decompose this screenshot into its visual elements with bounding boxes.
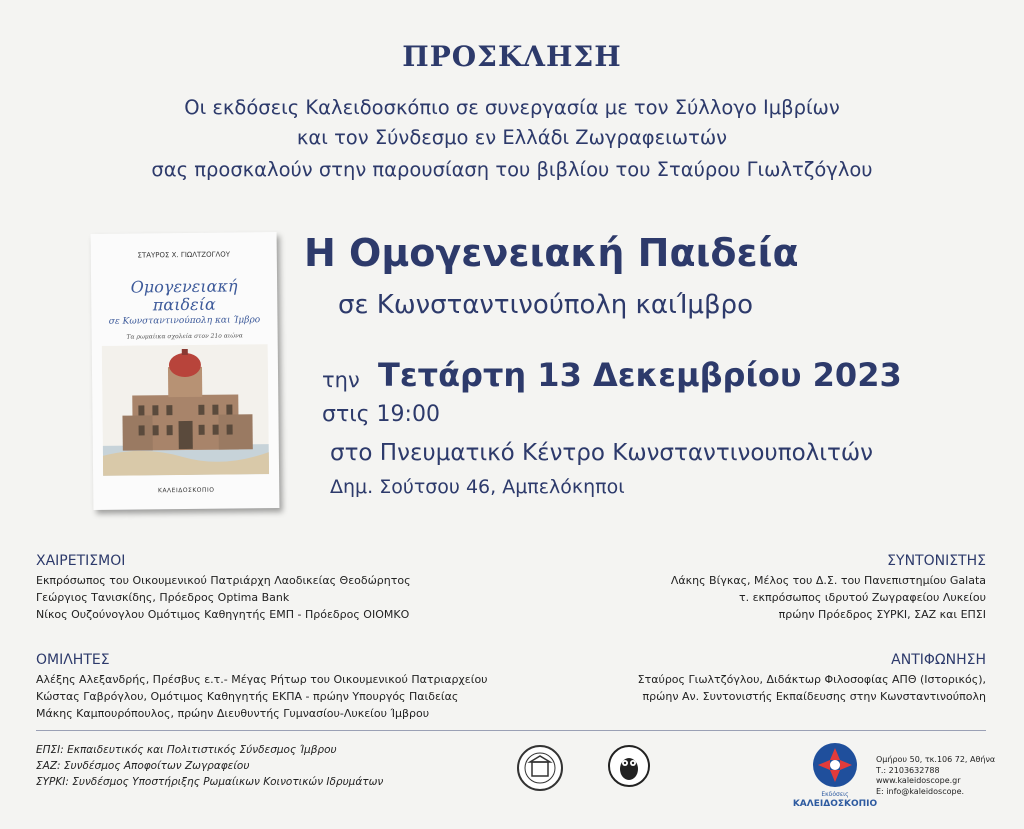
greetings-line: Νίκος Ουζούνογλου Ομότιμος Καθηγητής ΕΜΠ - Πρόεδρος ΟΙΟΜΚΟ <box>36 608 410 621</box>
school-building-illustration <box>102 344 269 476</box>
intro-line-2: και τον Σύνδεσμο εν Ελλάδι Ζωγραφειωτών <box>296 126 728 149</box>
speaker-line: Κώστας Γαβρόγλου, Ομότιμος Καθηγητής ΕΚΠΑ - πρώην Υπουργός Παιδείας <box>36 690 459 703</box>
intro-line-1: Οι εκδόσεις Καλειδοσκόπιο σε συνεργασία με τον Σύλλογο Ιμβρίων <box>184 96 840 119</box>
coordinator-line: πρώην Πρόεδρος ΣΥΡΚΙ, ΣΑΖ και ΕΠΣΙ <box>778 608 986 621</box>
abbreviation-line: ΣΑΖ: Συνδέσμος Αποφοίτων Ζωγραφείου <box>36 760 250 772</box>
greetings-line: Εκπρόσωπος του Οικουμενικού Πατριάρχη Λαοδικείας Θεοδώρητος <box>36 574 411 587</box>
event-title: Η Ομογενειακή Παιδεία <box>304 231 799 275</box>
book-subtitle-2: Τα ρωμαίικα σχολεία στον 21ο αιώνα <box>126 332 243 341</box>
contact-email: E: info@kaleidoscope. <box>876 786 965 796</box>
event-time: στις 19:00 <box>322 402 440 427</box>
coordinator-list <box>671 572 986 623</box>
intro-line-3: σας προσκαλούν στην παρουσίαση του βιβλίου του Σταύρου Γιωλτζόγλου <box>151 158 873 181</box>
event-subtitle: σε Κωνσταντινούπολη καιΊμβρο <box>338 290 753 320</box>
coordinator-line: Λάκης Βίγκας, Μέλος του Δ.Σ. του Πανεπιστημίου Galata <box>670 574 986 587</box>
publisher-contact <box>876 755 995 797</box>
event-address: Δημ. Σούτσου 46, Αμπελόκηποι <box>330 476 625 498</box>
association-seal-icon <box>516 744 564 792</box>
publisher-label-small: Εκδόσεις <box>821 791 849 798</box>
book-title-line-1: Ομογενειακή <box>130 276 238 297</box>
event-venue: στο Πνευματικό Κέντρο Κωνσταντινουπολιτών <box>330 440 873 466</box>
book-title-line-2: παιδεία <box>152 294 216 315</box>
greetings-line: Γεώργιος Τανισκίδης, Πρόεδρος Optima Bank <box>36 591 290 604</box>
contact-address: Ομήρου 50, τκ.106 72, Αθήνα <box>876 755 996 764</box>
greetings-heading: ΧΑΙΡΕΤΙΣΜΟΙ <box>36 553 126 569</box>
footer-divider <box>36 730 986 731</box>
publisher-label: ΚΑΛΕΙΔΟΣΚΟΠΙΟ <box>792 799 878 809</box>
kaleidoscope-logo-icon <box>810 740 860 790</box>
date-prefix: την <box>322 368 360 392</box>
response-line: Σταύρος Γιωλτζόγλου, Διδάκτωρ Φιλοσοφίας ΑΠΘ (Ιστορικός), <box>637 673 986 686</box>
coordinator-heading: ΣΥΝΤΟΝΙΣΤΗΣ <box>887 553 986 569</box>
owl-emblem-icon <box>607 744 651 788</box>
speaker-line: Αλέξης Αλεξανδρής, Πρέσβυς ε.τ.- Μέγας Ρήτωρ του Οικουμενικού Πατριαρχείου <box>36 673 488 686</box>
event-date: Τετάρτη 13 Δεκεμβρίου 2023 <box>378 356 902 394</box>
invitation-title: ΠΡΟΣΚΛΗΣΗ <box>402 40 622 73</box>
abbreviation-line: ΣΥΡΚΙ: Συνδέσμος Υποστήριξης Ρωμαίικων Κοινοτικών Ιδρυμάτων <box>36 776 384 788</box>
contact-website: www.kaleidoscope.gr <box>876 776 961 785</box>
response-list <box>638 671 986 705</box>
book-author: ΣΤΑΥΡΟΣ Χ. ΓΙΩΛΤΖΟΓΛΟΥ <box>137 250 231 260</box>
greetings-list <box>36 572 411 623</box>
abbreviations-list <box>36 742 383 790</box>
response-heading: ΑΝΤΙΦΩΝΗΣΗ <box>891 652 986 668</box>
speakers-list <box>36 671 488 722</box>
response-line: πρώην Αν. Συντονιστής Εκπαίδευσης στην Κωνσταντινούπολη <box>642 690 986 703</box>
book-publisher: ΚΑΛΕΙΔΟΣΚΟΠΙΟ <box>157 486 215 495</box>
coordinator-line: τ. εκπρόσωπος ιδρυτού Ζωγραφείου Λυκείου <box>738 591 986 604</box>
speakers-heading: ΟΜΙΛΗΤΕΣ <box>36 652 110 668</box>
abbreviation-line: ΕΠΣΙ: Εκπαιδευτικός και Πολιτιστικός Σύνδεσμος Ίμβρου <box>36 744 337 756</box>
contact-phone: Τ.: 2103632788 <box>876 765 940 775</box>
book-cover <box>91 232 280 510</box>
book-subtitle: σε Κωνσταντινούπολη και Ίμβρο <box>108 315 261 327</box>
speaker-line: Μάκης Καμπουρόπουλος, πρώην Διευθυντής Γυμνασίου-Λυκείου Ίμβρου <box>36 707 430 720</box>
